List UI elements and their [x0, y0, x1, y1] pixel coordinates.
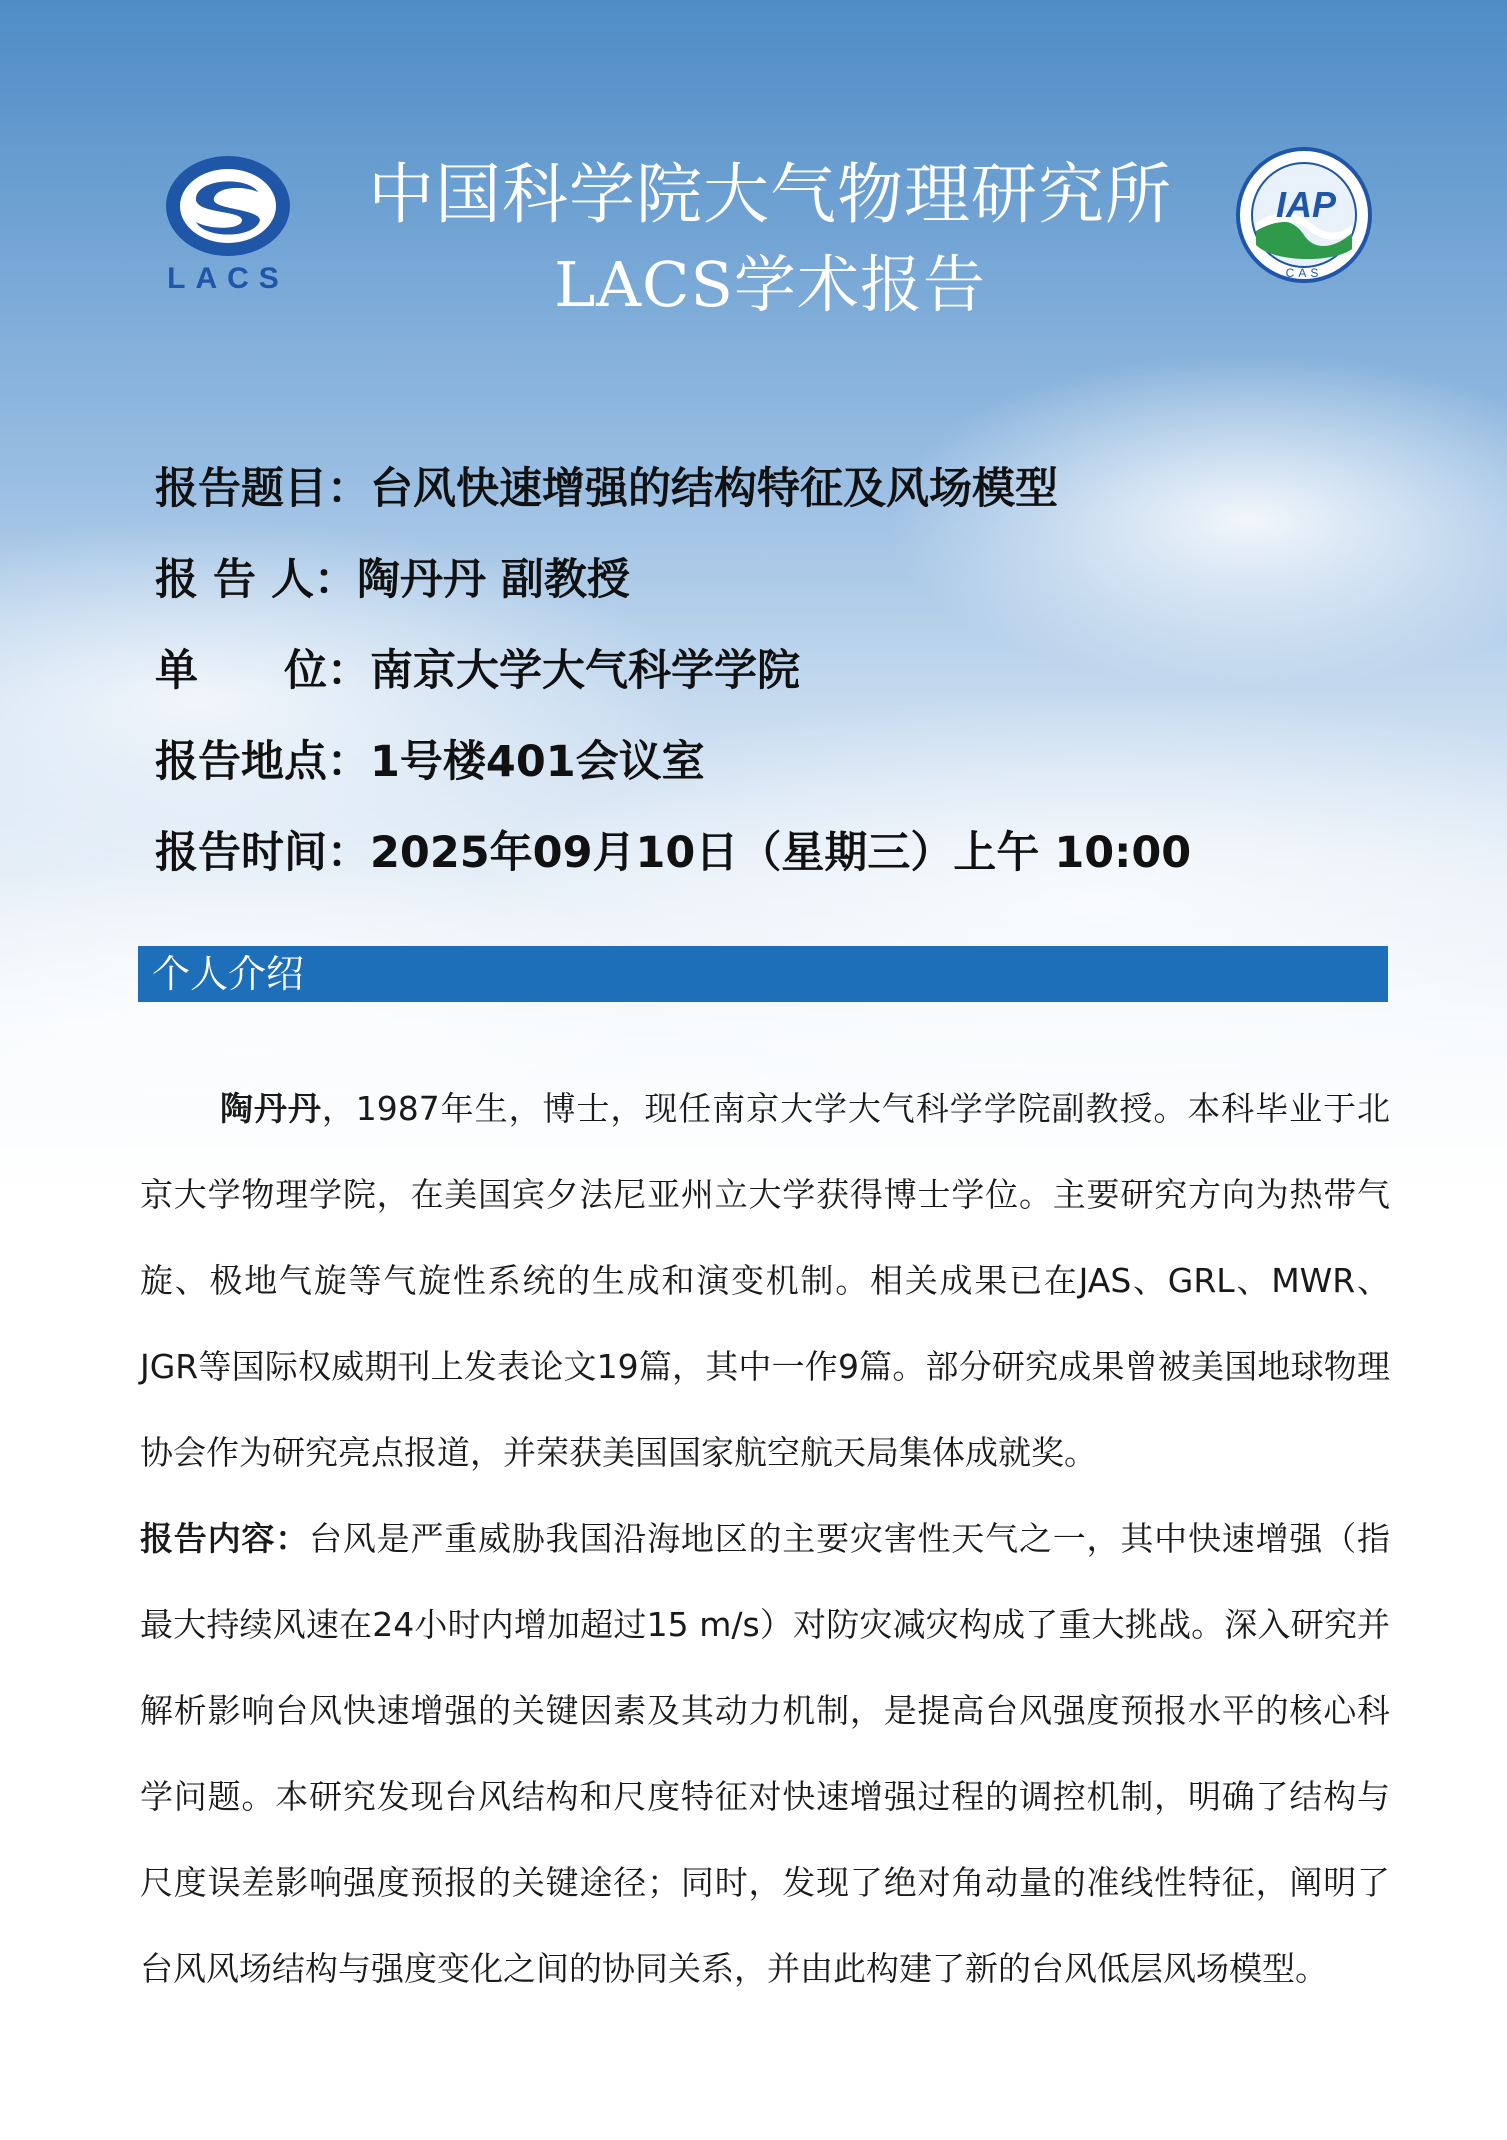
iap-logo-text: IAP [1275, 184, 1337, 225]
speaker-name: 陶丹丹 [220, 1089, 322, 1128]
info-label: 报告题目： [155, 464, 370, 514]
info-speaker-row [155, 531, 1405, 622]
title-line-1: 中国科学院大气物理研究所 [368, 156, 1172, 233]
info-value: 台风快速增强的结构特征及风场模型 [370, 464, 1058, 514]
info-value: 南京大学大气科学学院 [370, 646, 800, 696]
info-label: 报 告 人： [155, 555, 357, 605]
lacs-logo [148, 148, 308, 298]
bio-text: ，1987年生，博士，现任南京大学大气科学学院副教授。本科毕业于北京大学物理学院，在美国宾夕法尼亚州立大学获得博士学位。主要研究方向为热带气旋、极地气旋等气旋性系统的生成和演变机制。相关成果已在JAS、GRL、MWR、JGR等国际权威期刊上发表论文19篇，其中一作9篇。部分研究成果曾被美国地球物理协会作为研究亮点报道，并荣获美国国家航空航天局集体成就奖。 [140, 1089, 1391, 1472]
abstract-label: 报告内容： [140, 1519, 310, 1558]
abstract-text: 台风是严重威胁我国沿海地区的主要灾害性天气之一，其中快速增强（指最大持续风速在24小时内增加超过15 m/s）对防灾减灾构成了重大挑战。深入研究并解析影响台风快速增强的关键因素及其动力机制，是提高台风强度预报水平的核心科学问题。本研究发现台风结构和尺度特征对快速增强过程的调控机制，明确了结构与尺度误差影响强度预报的关键途径；同时，发现了绝对角动量的准线性特征，阐明了台风风场结构与强度变化之间的协同关系，并由此构建了新的台风低层风场模型。 [140, 1519, 1391, 1988]
report-info [155, 440, 1405, 895]
title-line-2: LACS学术报告 [554, 248, 986, 321]
info-affiliation-row [155, 622, 1405, 713]
body-text [140, 1066, 1390, 2012]
cas-logo-text: CAS [1285, 266, 1323, 280]
section-header-bio: 个人介绍 [138, 946, 1388, 1002]
info-title-row [155, 440, 1405, 531]
info-label: 报告地点： [155, 737, 370, 787]
info-value: 陶丹丹 副教授 [356, 555, 630, 605]
abstract-paragraph [140, 1496, 1390, 2012]
info-label: 报告时间： [155, 828, 370, 878]
info-label: 单 位： [155, 646, 370, 696]
lacs-logo-text: LACS [167, 262, 289, 295]
info-time-row [155, 804, 1405, 895]
bio-paragraph [140, 1066, 1390, 1496]
page-title [340, 150, 1200, 330]
info-value: 1号楼401会议室 [370, 737, 705, 787]
info-location-row [155, 713, 1405, 804]
info-value: 2025年09月10日（星期三）上午 10:00 [370, 828, 1192, 878]
iap-logo [1234, 145, 1374, 290]
